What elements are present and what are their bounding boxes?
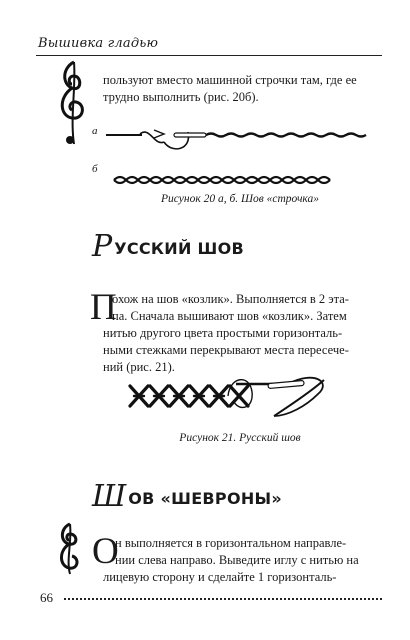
paragraph-line: н выполняется в горизонтальном направле-	[115, 536, 347, 550]
backstitch-diagram-b	[112, 172, 342, 192]
dropcap: П	[90, 287, 117, 328]
russian-stitch-diagram	[118, 372, 340, 424]
paragraph-line: ний (рис. 21).	[103, 360, 175, 374]
section-heading-russian-stitch	[92, 229, 244, 264]
backstitch-diagram-a	[102, 124, 387, 158]
paragraph-line: па. Сначала вышивают шов «козлик». Затем	[112, 309, 347, 323]
figure-21-caption: Рисунок 21. Русский шов	[179, 432, 301, 444]
paragraph-line: нитью другого цвета простыми горизонталь-	[103, 326, 343, 340]
heading-text: УССКИЙ ШОВ	[114, 239, 244, 258]
intro-paragraph	[103, 72, 373, 106]
text-line: пользуют вместо машинной строчки там, где ее	[103, 73, 357, 87]
heading-initial: Ш	[92, 479, 127, 514]
section-heading-chevron-stitch	[92, 479, 283, 514]
heading-text: ОВ «ШЕВРОНЫ»	[128, 489, 283, 508]
header-rule	[36, 55, 382, 56]
figure-label-b: б	[92, 163, 98, 175]
paragraph-line: ными стежками перекрывают места пересече-	[103, 343, 349, 357]
heading-initial: Р	[92, 229, 113, 264]
running-header: Вышивка гладью	[38, 36, 159, 51]
treble-clef-ornament-bottom-icon	[52, 520, 86, 576]
footer-dotted-rule	[64, 598, 382, 600]
dropcap: О	[92, 531, 119, 572]
figure-20-caption: Рисунок 20 а, б. Шов «строчка»	[160, 193, 320, 205]
paragraph-line: охож на шов «козлик». Выполняется в 2 эта-	[112, 292, 349, 306]
text-line: трудно выполнить (рис. 20б).	[103, 90, 259, 104]
figure-label-a: а	[92, 125, 98, 137]
paragraph-line: нии слева направо. Выведите иглу с нитью на	[115, 553, 359, 567]
treble-clef-ornament-icon	[52, 58, 92, 148]
page-number: 66	[40, 590, 53, 605]
paragraph-line: лицевую сторону и сделайте 1 горизонталь-	[103, 570, 337, 584]
